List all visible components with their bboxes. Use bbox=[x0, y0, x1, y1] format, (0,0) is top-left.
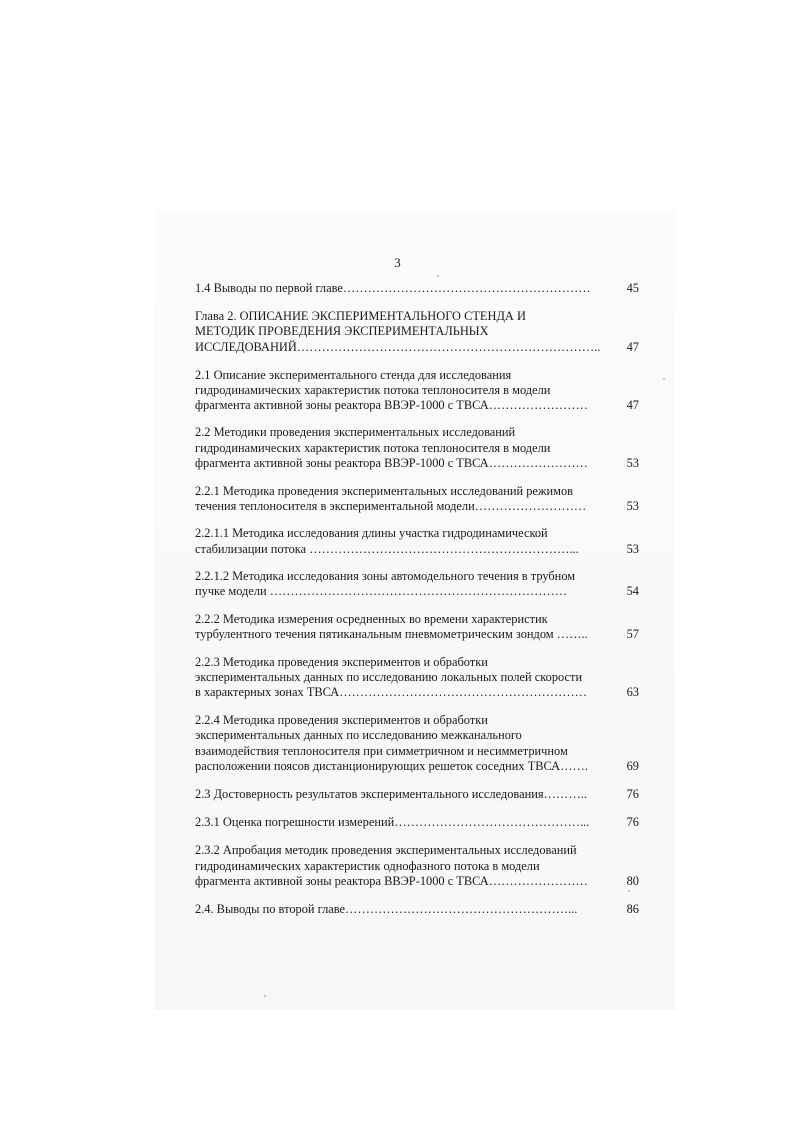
toc-entry-page: 57 bbox=[626, 627, 639, 642]
toc-entry[interactable] bbox=[195, 843, 645, 889]
toc-entry[interactable] bbox=[195, 569, 645, 599]
toc-entry-title: Глава 2. ОПИСАНИЕ ЭКСПЕРИМЕНТАЛЬНОГО СТЕНДА И МЕТОДИК ПРОВЕДЕНИЯ ЭКСПЕРИМЕНТАЛЬНЫХ ИССЛЕДОВАНИЙ……………………………………………………………….. bbox=[195, 309, 601, 354]
toc-entry-page: 76 bbox=[626, 815, 639, 830]
toc-entry[interactable] bbox=[195, 612, 645, 642]
toc-entry-page: 63 bbox=[626, 685, 639, 700]
toc-entry[interactable] bbox=[195, 787, 645, 802]
toc-entry-page: 54 bbox=[626, 584, 639, 599]
toc-entry-title: 2.1 Описание экспериментального стенда для исследования гидродинамических характеристик потока теплоносителя в модели фрагмента активной зоны реактора ВВЭР-1000 с ТВСА…………………… bbox=[195, 367, 588, 413]
toc-entry-page: 47 bbox=[626, 339, 639, 354]
toc-entry[interactable] bbox=[195, 655, 645, 701]
toc-entry[interactable] bbox=[195, 368, 645, 414]
toc-entry-title: 2.2.2 Методика измерения осредненных во времени характеристик турбулентного течения пятиканальным пневмометрическим зондом …….. bbox=[195, 612, 588, 642]
toc-entry[interactable] bbox=[195, 902, 645, 917]
toc-entry[interactable] bbox=[195, 425, 645, 471]
toc-entry-page: 53 bbox=[626, 499, 639, 514]
toc-entry-page: 53 bbox=[626, 455, 639, 470]
toc-entry-page: 76 bbox=[626, 787, 639, 802]
toc-entry-title: 2.2.1.1 Методика исследования длины участка гидродинамической стабилизации потока ………………………………………………………... bbox=[195, 526, 579, 556]
toc-entry-title: 2.2 Методики проведения экспериментальных исследований гидродинамических характеристик потока теплоносителя в модели фрагмента активной зоны реактора ВВЭР-1000 с ТВСА…………………… bbox=[195, 425, 588, 470]
table-of-contents bbox=[195, 278, 645, 917]
toc-entry-page: 45 bbox=[626, 281, 639, 295]
toc-entry[interactable] bbox=[195, 309, 645, 355]
scan-speck bbox=[437, 275, 439, 277]
toc-entry-title: 2.2.1 Методика проведения экспериментальных исследований режимов течения теплоносителя в экспериментальной модели……………………… bbox=[195, 484, 587, 514]
toc-entry-title: 2.4. Выводы по второй главе………………………………………………... bbox=[195, 902, 578, 917]
toc-entry[interactable] bbox=[195, 526, 645, 556]
toc-entry-page: 80 bbox=[626, 873, 639, 888]
toc-entry-title: 2.3 Достоверность результатов экспериментального исследования……….. bbox=[195, 787, 587, 802]
toc-entry[interactable] bbox=[195, 484, 645, 514]
scan-speck bbox=[663, 378, 665, 380]
toc-entry-title: 2.3.1 Оценка погрешности измерений………………………………………... bbox=[195, 815, 590, 830]
toc-entry[interactable] bbox=[195, 281, 645, 296]
toc-entry-title: 2.2.3 Методика проведения экспериментов и обработки экспериментальных данных по исследованию локальных полей скорости в характерных зонах ТВСА…………………………………………………… bbox=[195, 654, 588, 700]
scan-speck bbox=[264, 995, 266, 997]
toc-entry-page: 69 bbox=[626, 758, 639, 773]
page-number: 3 bbox=[394, 255, 401, 270]
toc-entry[interactable] bbox=[195, 713, 645, 774]
toc-entry-page: 47 bbox=[626, 398, 639, 413]
toc-entry-title: 2.2.1.2 Методика исследования зоны автомодельного течения в трубном пучке модели ……………………………………………………………… bbox=[195, 568, 576, 599]
toc-entry-page: 53 bbox=[626, 541, 639, 556]
toc-entry-title: 2.2.4 Методика проведения экспериментов и обработки экспериментальных данных по исследованию межканального взаимодействия теплоносителя при симметричном и несимметричном расположении поясов дистанционирующих решеток соседних ТВСА……. bbox=[195, 713, 589, 773]
toc-entry-title: 2.3.2 Апробация методик проведения экспериментальных исследований гидродинамических характеристик однофазного потока в модели фрагмента активной зоны реактора ВВЭР-1000 с ТВСА…………………… bbox=[195, 843, 588, 888]
toc-entry[interactable] bbox=[195, 815, 645, 830]
toc-entry-page: 86 bbox=[626, 902, 639, 917]
toc-entry-title: 1.4 Выводы по первой главе…………………………………………………… bbox=[195, 281, 591, 295]
